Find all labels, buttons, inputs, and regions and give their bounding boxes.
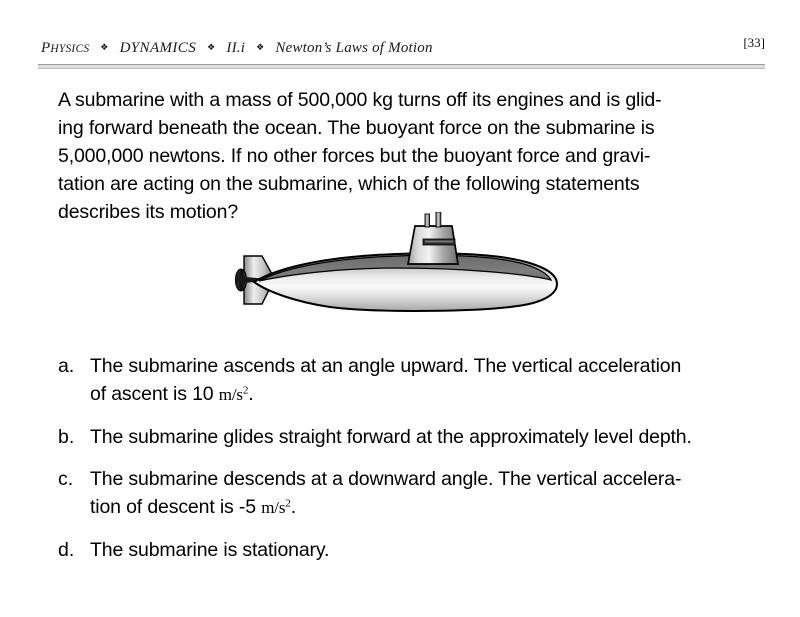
answer-line: The submarine is stationary. (90, 539, 330, 561)
unit-base: m/s (218, 385, 243, 404)
answer-line: The submarine descends at a downward angle. The vertical accelera- (90, 468, 682, 490)
unit-exponent: 2 (285, 497, 291, 510)
question-line: 5,000,000 newtons. If no other forces but the buoyant force and gravi- (58, 145, 651, 167)
breadcrumb-section: II.i (226, 40, 246, 56)
answer-line-text: tion of descent is -5 (90, 496, 262, 518)
answer-body (90, 536, 768, 564)
periscope-masts-icon (425, 212, 441, 227)
answer-line (90, 493, 768, 522)
question-line: describes its motion? (58, 201, 239, 223)
breadcrumb (41, 40, 433, 57)
answer-body (90, 352, 768, 409)
breadcrumb-separator-icon: ❖ (207, 43, 216, 53)
breadcrumb-subject-rest: HYSICS (50, 43, 90, 55)
submarine-hull (254, 253, 557, 311)
question-line: tation are acting on the submarine, which of the following statements (58, 173, 640, 195)
answer-line: The submarine glides straight forward at the approximately level depth. (90, 426, 692, 448)
question-line: A submarine with a mass of 500,000 kg turns off its engines and is glid- (58, 89, 662, 111)
answer-label: a. (58, 355, 75, 377)
breadcrumb-separator-icon: ❖ (100, 43, 109, 53)
question-line: ing forward beneath the ocean. The buoyant force on the submarine is (58, 117, 655, 139)
answer-label: c. (58, 468, 74, 490)
breadcrumb-subject-first: P (41, 40, 51, 56)
unit-exponent: 2 (242, 384, 249, 397)
answer-option-a[interactable] (58, 352, 768, 409)
breadcrumb-separator-icon: ❖ (256, 43, 265, 53)
answer-line-tail: . (290, 496, 296, 518)
answer-body (90, 423, 768, 451)
unit-label (219, 385, 248, 404)
submarine-illustration (226, 212, 566, 337)
running-header (38, 35, 765, 62)
unit-label (261, 498, 290, 517)
breadcrumb-subject (41, 40, 89, 56)
answer-option-d[interactable] (58, 536, 768, 564)
answer-list (58, 352, 768, 578)
page-number: [33] (743, 35, 765, 50)
answer-line-text: of ascent is 10 (90, 383, 219, 405)
answer-label: b. (58, 426, 75, 448)
answer-line-tail: . (248, 383, 254, 405)
question-text (58, 86, 748, 226)
answer-option-c[interactable] (58, 465, 768, 522)
answer-option-b[interactable] (58, 423, 768, 451)
conning-tower-icon (408, 226, 458, 264)
breadcrumb-topic: DYNAMICS (119, 40, 197, 56)
answer-body (90, 465, 768, 522)
breadcrumb-title: Newton’s Laws of Motion (275, 40, 433, 56)
answer-line (90, 380, 768, 409)
header-divider (38, 64, 765, 69)
answer-line: The submarine ascends at an angle upward. The vertical acceleration (90, 355, 682, 377)
answer-label: d. (58, 539, 75, 561)
unit-base: m/s (261, 498, 286, 517)
